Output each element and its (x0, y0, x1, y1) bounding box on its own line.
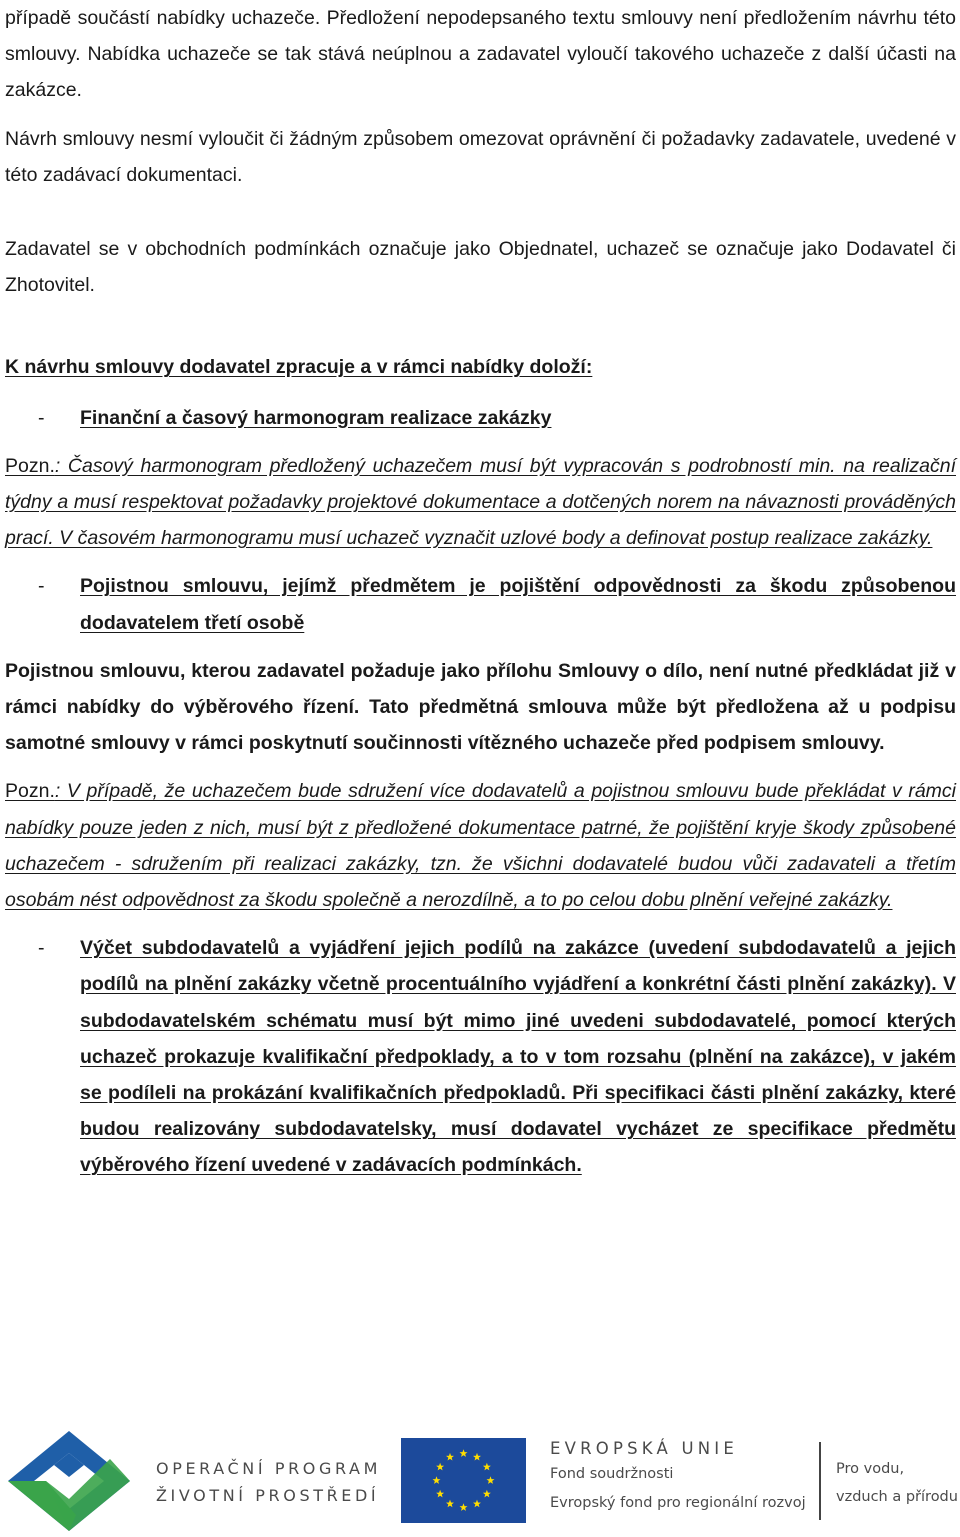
opzp-program-name (156, 1455, 381, 1509)
paragraph-contract-restrictions: Návrh smlouvy nesmí vyloučit či žádným způsobem omezovat oprávnění či požadavky zadavatele, uvedené v této zadávací dokumentaci. (5, 127, 956, 186)
eu-fund-regional: Evropský fond pro regionální rozvoj (550, 1495, 806, 1511)
paragraph-offer-completeness: případě součástí nabídky uchazeče. Předložení nepodepsaného textu smlouvy není předložením návrhu této smlouvy. Nabídka uchazeče se tak stává neúplnou a zadavatel vyloučí takového uchazeče z další účasti na zakázce. (5, 7, 956, 102)
opzp-line-2: ŽIVOTNÍ PROSTŘEDÍ (156, 1486, 380, 1505)
slogan-line-2: vzduch a přírodu (836, 1489, 958, 1505)
note-text: : Časový harmonogram předložený uchazečem musí být vypracován s podrobností min. na realizační týdny a musí respektovat požadavky projektové dokumentace a dotčených norem na návaznosti prováděných prací. V časovém harmonogramu musí uchazeč vyznačit uzlové body a definovat postup realizace zakázky. (5, 454, 956, 550)
bullet-dash: - (38, 406, 45, 429)
opzp-logo (6, 1429, 132, 1533)
eu-title: EVROPSKÁ UNIE (550, 1439, 738, 1458)
slogan-line-1: Pro vodu, (836, 1461, 905, 1477)
note-insurance (5, 773, 956, 918)
bullet-text: Výčet subdodavatelů a vyjádření jejich podílů na zakázce (uvedení subdodavatelů a jejich podílů na plnění zakázky včetně procentuálního vyjádření a konkrétní části plnění zakázky). V subdodavatelském schématu musí být mimo jiné uvedeni subdodavatelé, pomocí kterých uchazeč prokazuje kvalifikační předpoklady, a to v tom rozsahu (plnění na zakázce), v jakém se podíleli na prokázání kvalifikačních předpokladů. Při specifikaci části plnění zakázky, které budou realizovány subdodavatelsky, musí dodavatel vycházet ze specifikace předmětu výběrového řízení uvedené v zadávacích podmínkách. (80, 937, 956, 1177)
bullet-text: Finanční a časový harmonogram realizace zakázky (80, 406, 552, 429)
bullet-dash: - (38, 575, 45, 598)
footer-logos (0, 1425, 960, 1537)
opzp-line-1: OPERAČNÍ PROGRAM (156, 1459, 382, 1478)
document-page (5, 0, 956, 1184)
bullet-item-harmonogram (5, 400, 956, 436)
note-harmonogram (5, 448, 956, 557)
eu-flag-logo (401, 1438, 526, 1523)
section-heading: K návrhu smlouvy dodavatel zpracuje a v rámci nabídky doloží: (5, 356, 593, 379)
bullet-dash: - (38, 937, 45, 960)
eu-fund-text (550, 1438, 806, 1518)
note-text: : V případě, že uchazečem bude sdružení více dodavatelů a pojistnou smlouvu bude překládat v rámci nabídky pouze jeden z nich, musí být z předložené dokumentace patrné, že pojištění kryje škody způsobené uchazečem - sdružením při realizaci zakázky, tzn. že všichni dodavatelé budou vůči zadavateli a třetím osobám nést odpovědnost za škodu společně a nerozdílně, a to po celou dobu plnění veřejné zakázky. (5, 780, 956, 912)
slogan (836, 1455, 958, 1511)
bullet-item-insurance (5, 568, 956, 640)
eu-fund-cohesion: Fond soudržnosti (550, 1466, 674, 1482)
paragraph-party-terms: Zadavatel se v obchodních podmínkách označuje jako Objednatel, uchazeč se označuje jako Dodavatel či Zhotovitel. (5, 238, 956, 297)
note-label: Pozn. (5, 780, 55, 803)
bullet-item-subcontractors (5, 930, 956, 1183)
note-label: Pozn. (5, 454, 55, 477)
paragraph-insurance: Pojistnou smlouvu, kterou zadavatel požaduje jako přílohu Smlouvy o dílo, není nutné předkládat již v rámci nabídky do výběrového řízení. Tato předmětná smlouva může být předložena až u podpisu samotné smlouvy v rámci poskytnutí součinnosti vítězného uchazeče před podpisem smlouvy. (5, 659, 956, 755)
bullet-text: Pojistnou smlouvu, jejímž předmětem je pojištění odpovědnosti za škodu způsobenou dodavatelem třetí osobě (80, 575, 956, 634)
footer-separator (819, 1442, 821, 1520)
